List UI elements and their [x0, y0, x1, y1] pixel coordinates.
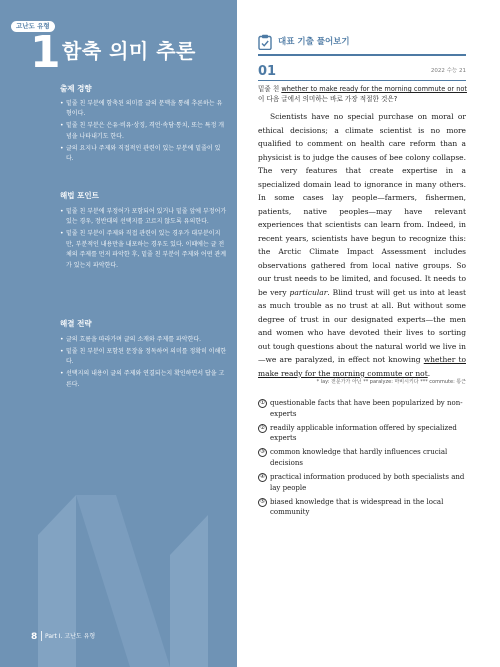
passage-italic-word: particular: [289, 287, 328, 297]
choice-text: practical information produced by both specialists and lay people: [270, 473, 465, 492]
page-number: 8: [31, 632, 38, 642]
type-badge: 고난도 유형: [11, 21, 55, 32]
list-item: • 밑줄 친 부분이 주제와 직접 관련이 있는 경우가 대부분이지만, 부분적인 내용만을 내포하는 경우도 있다. 이때에는 글 전체의 주제를 먼저 파악한 후, 밑줄 친 부분이 주제와 어떤 관계가 있는지 파악한다.: [60, 229, 228, 271]
section-heading-points: 해법 포인트: [60, 191, 99, 200]
list-item: • 선택지의 내용이 글의 주제와 연결되는지 확인하면서 답을 고른다.: [60, 369, 228, 390]
footer-divider: [41, 631, 42, 641]
choice-number: ①: [258, 399, 267, 408]
choice-1[interactable]: [258, 398, 468, 419]
prompt-underlined-phrase: whether to make ready for the morning commute or not: [281, 85, 467, 93]
passage-underlined-phrase: whether to make ready for the morning commute or not: [258, 355, 466, 378]
left-panel: [0, 0, 237, 667]
section-list-points: [60, 207, 228, 272]
choice-text: questionable facts that have been popularized by non-experts: [270, 399, 463, 418]
list-item: • 밑줄 친 부분은 은유·비유·상징, 격언·속담·통치, 또는 특정 개념을 나타내기도 한다.: [60, 121, 228, 142]
list-item: • 밑줄 친 부분에 부정어가 포함되어 있거나 밑줄 앞에 부정어가 있는 경우, 정반대의 선택지를 고르지 않도록 유의한다.: [60, 207, 228, 228]
reading-passage: [258, 110, 466, 380]
question-number: 01: [258, 64, 277, 79]
list-item: • 글의 흐름을 따라가며 글의 소재와 주제를 파악한다.: [60, 335, 228, 345]
section-list-strategy: [60, 335, 228, 392]
choice-3[interactable]: [258, 447, 468, 468]
answer-choices: [258, 398, 468, 521]
passage-text: Scientists have no special purchase on moral or ethical decisions; a climate scientist is no more qualified to comment on health care reform than a physicist is to judge the causes of bee colony collapse. The very features that create expertise in a specialized domain lead to ignorance in many others. In some cases lay people—farmers, fishermen, patients, native peoples—may have relevant experiences that scientists can learn from. Indeed, in recent years, scientists have begun to recognize this: the Arctic Climate Impact Assessment includes observations gathered from local native groups. So our trust needs to be limited, and focused. It needs to be very: [258, 112, 466, 297]
header-rule: [258, 54, 466, 56]
choice-text: readily applicable information offered by specialized experts: [270, 423, 457, 443]
chapter-title: 함축 의미 추론: [62, 39, 196, 63]
question-source: 2022 수능 21: [430, 68, 466, 74]
prompt-text: 이 다음 글에서 의미하는 바로 가장 적절한 것은?: [258, 95, 398, 103]
clipboard-check-icon: [258, 34, 272, 50]
list-item: • 밑줄 친 부분이 포함된 문장을 정독하여 의미를 정확히 이해한다.: [60, 347, 228, 368]
section-heading-strategy: 해결 전략: [60, 319, 92, 328]
choice-number: ②: [258, 424, 267, 433]
choice-text: common knowledge that hardly influences crucial decisions: [270, 448, 448, 467]
footer-part-label: Part Ⅰ. 고난도 유형: [45, 633, 96, 640]
question-rule: [258, 80, 466, 81]
list-item: • 밑줄 친 부분에 함축된 의미를 글의 문맥을 통해 추론하는 유형이다.: [60, 99, 228, 120]
section-header-title: 대표 기출 풀어보기: [278, 37, 350, 47]
passage-text: .: [427, 368, 431, 378]
section-heading-trend: 출제 경향: [60, 84, 92, 93]
choice-4[interactable]: [258, 472, 468, 493]
choice-2[interactable]: [258, 423, 468, 444]
prompt-text: 밑줄 친: [258, 85, 282, 93]
choice-number: ③: [258, 448, 267, 457]
passage-text: . Blind trust will get us into at least as much trouble as no trust at all. But without some degree of trust in our designated experts—the men and women who have devoted their lives to sorting out tough questions about the natural world we live in—we are paralyzed, in effect not knowing: [258, 287, 466, 364]
question-prompt: [258, 84, 468, 104]
section-list-trend: [60, 99, 228, 166]
choice-number: ④: [258, 473, 267, 482]
footnote: * lay: 전문가가 아닌 ** paralyze: 마비시키다 *** commute: 통근: [316, 379, 466, 385]
chapter-number: 1: [30, 27, 61, 78]
choice-number: ⑤: [258, 498, 267, 507]
section-header: [258, 33, 466, 53]
choice-5[interactable]: [258, 497, 468, 518]
list-item: • 글의 요지나 주제와 직접적인 관련이 있는 부분에 밑줄이 있다.: [60, 144, 228, 165]
choice-text: biased knowledge that is widespread in the local community: [270, 497, 444, 517]
